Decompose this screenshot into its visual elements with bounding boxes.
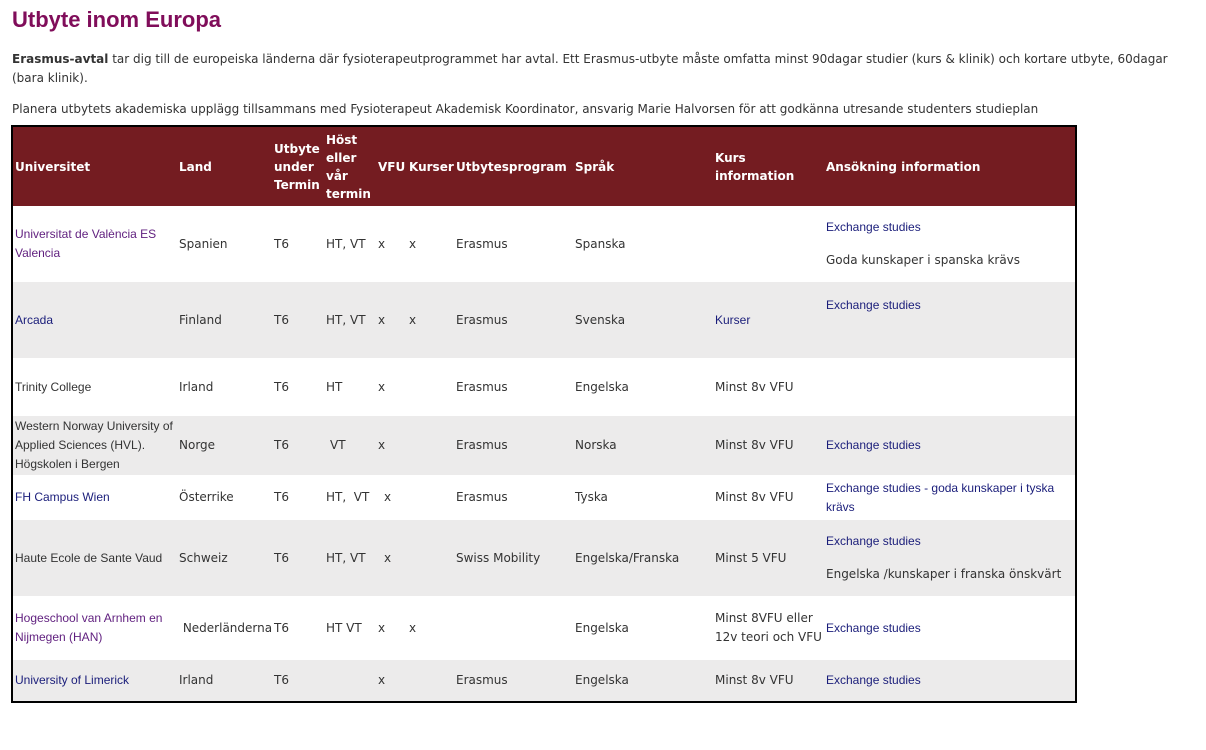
table-row xyxy=(13,358,1075,416)
intro-bold: Erasmus-avtal xyxy=(12,52,109,66)
cell-sprak: Engelska xyxy=(575,379,629,394)
university-link[interactable]: University of Limerick xyxy=(15,673,130,687)
table-row xyxy=(13,660,1075,701)
cell-vfu: x xyxy=(384,550,392,565)
cell-termin: T6 xyxy=(274,312,289,327)
cell-vfu: x xyxy=(378,312,386,327)
kurser-link[interactable]: Kurser xyxy=(715,312,751,327)
planning-paragraph: Planera utbytets akademiska upplägg tillsammans med Fysioterapeut Akademisk Koordinator, ansvarig Marie Halvorsen för att godkänna utresande studenters studieplan xyxy=(12,102,1039,116)
page-title: Utbyte inom Europa xyxy=(12,7,222,32)
table-row xyxy=(13,416,1075,475)
university-link[interactable]: Hogeschool van Arnhem en Nijmegen (HAN) xyxy=(15,611,163,644)
cell-vfu: x xyxy=(378,379,386,394)
table-row xyxy=(13,282,1075,358)
cell-vfu: x xyxy=(378,620,386,635)
cell-sprak: Engelska xyxy=(575,673,629,687)
cell-kurser xyxy=(407,475,454,520)
cell-host: HT xyxy=(326,379,343,394)
intro-text: tar dig till de europeiska länderna där fysioterapeutprogrammet har avtal. Ett Erasmus-utbyte måste omfatta minst 90dagar studier (kurs & klinik) och kortare utbyte, 60dagar (bara klinik). xyxy=(12,52,1168,85)
cell-sprak: Svenska xyxy=(575,312,626,327)
header-vfu: VFU xyxy=(378,159,406,174)
cell-land: Spanien xyxy=(179,236,228,251)
cell-program: Erasmus xyxy=(456,438,508,452)
exchange-table xyxy=(13,127,1075,701)
cell-kurs-info: Minst 8v VFU xyxy=(715,379,794,394)
cell-host xyxy=(324,660,376,701)
cell-kurs-info: Minst 5 VFU xyxy=(715,550,787,565)
cell-ansokning xyxy=(824,282,1075,358)
cell-kurs-info xyxy=(713,206,824,282)
exchange-studies-link[interactable]: Exchange studies xyxy=(826,438,921,452)
cell-termin: T6 xyxy=(274,490,289,504)
table-row xyxy=(13,206,1075,282)
cell-sprak: Engelska xyxy=(575,620,629,635)
cell-termin: T6 xyxy=(274,438,289,452)
header-host: Höst eller vår termin xyxy=(326,132,371,201)
cell-vfu: x xyxy=(378,673,386,687)
exchange-studies-link[interactable]: Exchange studies - goda kunskaper i tyska krävs xyxy=(826,480,1055,514)
table-row xyxy=(13,596,1075,660)
header-land: Land xyxy=(179,159,212,174)
header-universitet: Universitet xyxy=(15,159,91,174)
cell-termin: T6 xyxy=(274,550,289,565)
cell-program: Erasmus xyxy=(456,236,508,251)
cell-kurs-info: Minst 8v VFU xyxy=(715,673,794,687)
header-program: Utbytesprogram xyxy=(456,159,567,174)
exchange-studies-link[interactable]: Exchange studies xyxy=(826,534,921,548)
cell-kurs-info: Minst 8VFU eller 12v teori och VFU xyxy=(715,611,822,644)
university-link[interactable]: Universitat de València ES Valencia xyxy=(15,227,157,260)
cell-host: HT, VT xyxy=(326,236,366,251)
cell-sprak: Tyska xyxy=(575,490,608,504)
table-row xyxy=(13,520,1075,596)
cell-ansokning xyxy=(824,520,1075,596)
cell-sprak: Spanska xyxy=(575,236,626,251)
cell-program: Erasmus xyxy=(456,673,508,687)
cell-vfu: x xyxy=(378,236,386,251)
exchange-studies-link[interactable]: Exchange studies xyxy=(826,673,921,687)
exchange-studies-link[interactable]: Exchange studies xyxy=(826,620,921,635)
cell-ansokning xyxy=(824,358,1075,416)
cell-kurser xyxy=(407,520,454,596)
cell-termin: T6 xyxy=(274,379,289,394)
cell-termin: T6 xyxy=(274,673,289,687)
cell-termin: T6 xyxy=(274,620,289,635)
cell-vfu: x xyxy=(378,438,386,452)
cell-kurs-info: Minst 8v VFU xyxy=(715,490,794,504)
cell-host: HT, VT xyxy=(326,550,366,565)
cell-kurser xyxy=(407,358,454,416)
exchange-studies-link[interactable]: Exchange studies xyxy=(826,298,921,312)
university-link[interactable]: Arcada xyxy=(15,312,54,327)
cell-kurser xyxy=(407,416,454,475)
exchange-table-frame xyxy=(11,125,1077,703)
cell-program xyxy=(454,596,573,660)
ansokning-note: Engelska /kunskaper i franska önskvärt xyxy=(826,567,1062,581)
cell-ansokning xyxy=(824,206,1075,282)
cell-land: Norge xyxy=(179,438,216,452)
university-link[interactable]: FH Campus Wien xyxy=(15,490,110,504)
cell-vfu: x xyxy=(384,490,392,504)
table-header-row xyxy=(13,127,1075,206)
ansokning-note: Goda kunskaper i spanska krävs xyxy=(826,253,1021,267)
cell-kurser: x xyxy=(409,620,417,635)
cell-land: Nederländerna xyxy=(179,620,273,635)
cell-host: HT VT xyxy=(326,620,362,635)
exchange-studies-link[interactable]: Exchange studies xyxy=(826,220,921,234)
header-ansokning: Ansökning information xyxy=(826,159,981,174)
cell-kurser xyxy=(407,660,454,701)
cell-land: Schweiz xyxy=(179,550,228,565)
cell-program: Erasmus xyxy=(456,490,508,504)
university-name: Western Norway University of Applied Sciences (HVL). Högskolen i Bergen xyxy=(15,419,173,471)
header-sprak: Språk xyxy=(575,159,615,174)
university-name: Haute Ecole de Sante Vaud xyxy=(15,550,163,565)
header-kurs-info: Kurs information xyxy=(715,150,795,183)
cell-termin: T6 xyxy=(274,236,289,251)
cell-host: HT, VT xyxy=(326,312,366,327)
cell-program: Swiss Mobility xyxy=(456,550,541,565)
cell-host: HT, VT xyxy=(326,490,370,504)
cell-land: Irland xyxy=(179,673,214,687)
cell-sprak: Norska xyxy=(575,438,617,452)
header-termin: Utbyte under Termin xyxy=(274,141,320,192)
cell-program: Erasmus xyxy=(456,379,508,394)
cell-host: VT xyxy=(330,438,346,452)
cell-kurser: x xyxy=(409,236,417,251)
cell-land: Österrike xyxy=(179,490,234,504)
intro-paragraph xyxy=(12,50,1194,88)
university-name: Trinity College xyxy=(15,379,92,394)
cell-land: Irland xyxy=(179,379,214,394)
cell-kurser: x xyxy=(409,312,417,327)
table-row xyxy=(13,475,1075,520)
header-kurser: Kurser xyxy=(409,159,454,174)
cell-kurs-info: Minst 8v VFU xyxy=(715,438,794,452)
cell-sprak: Engelska/Franska xyxy=(575,550,680,565)
cell-program: Erasmus xyxy=(456,312,508,327)
cell-land: Finland xyxy=(179,312,222,327)
